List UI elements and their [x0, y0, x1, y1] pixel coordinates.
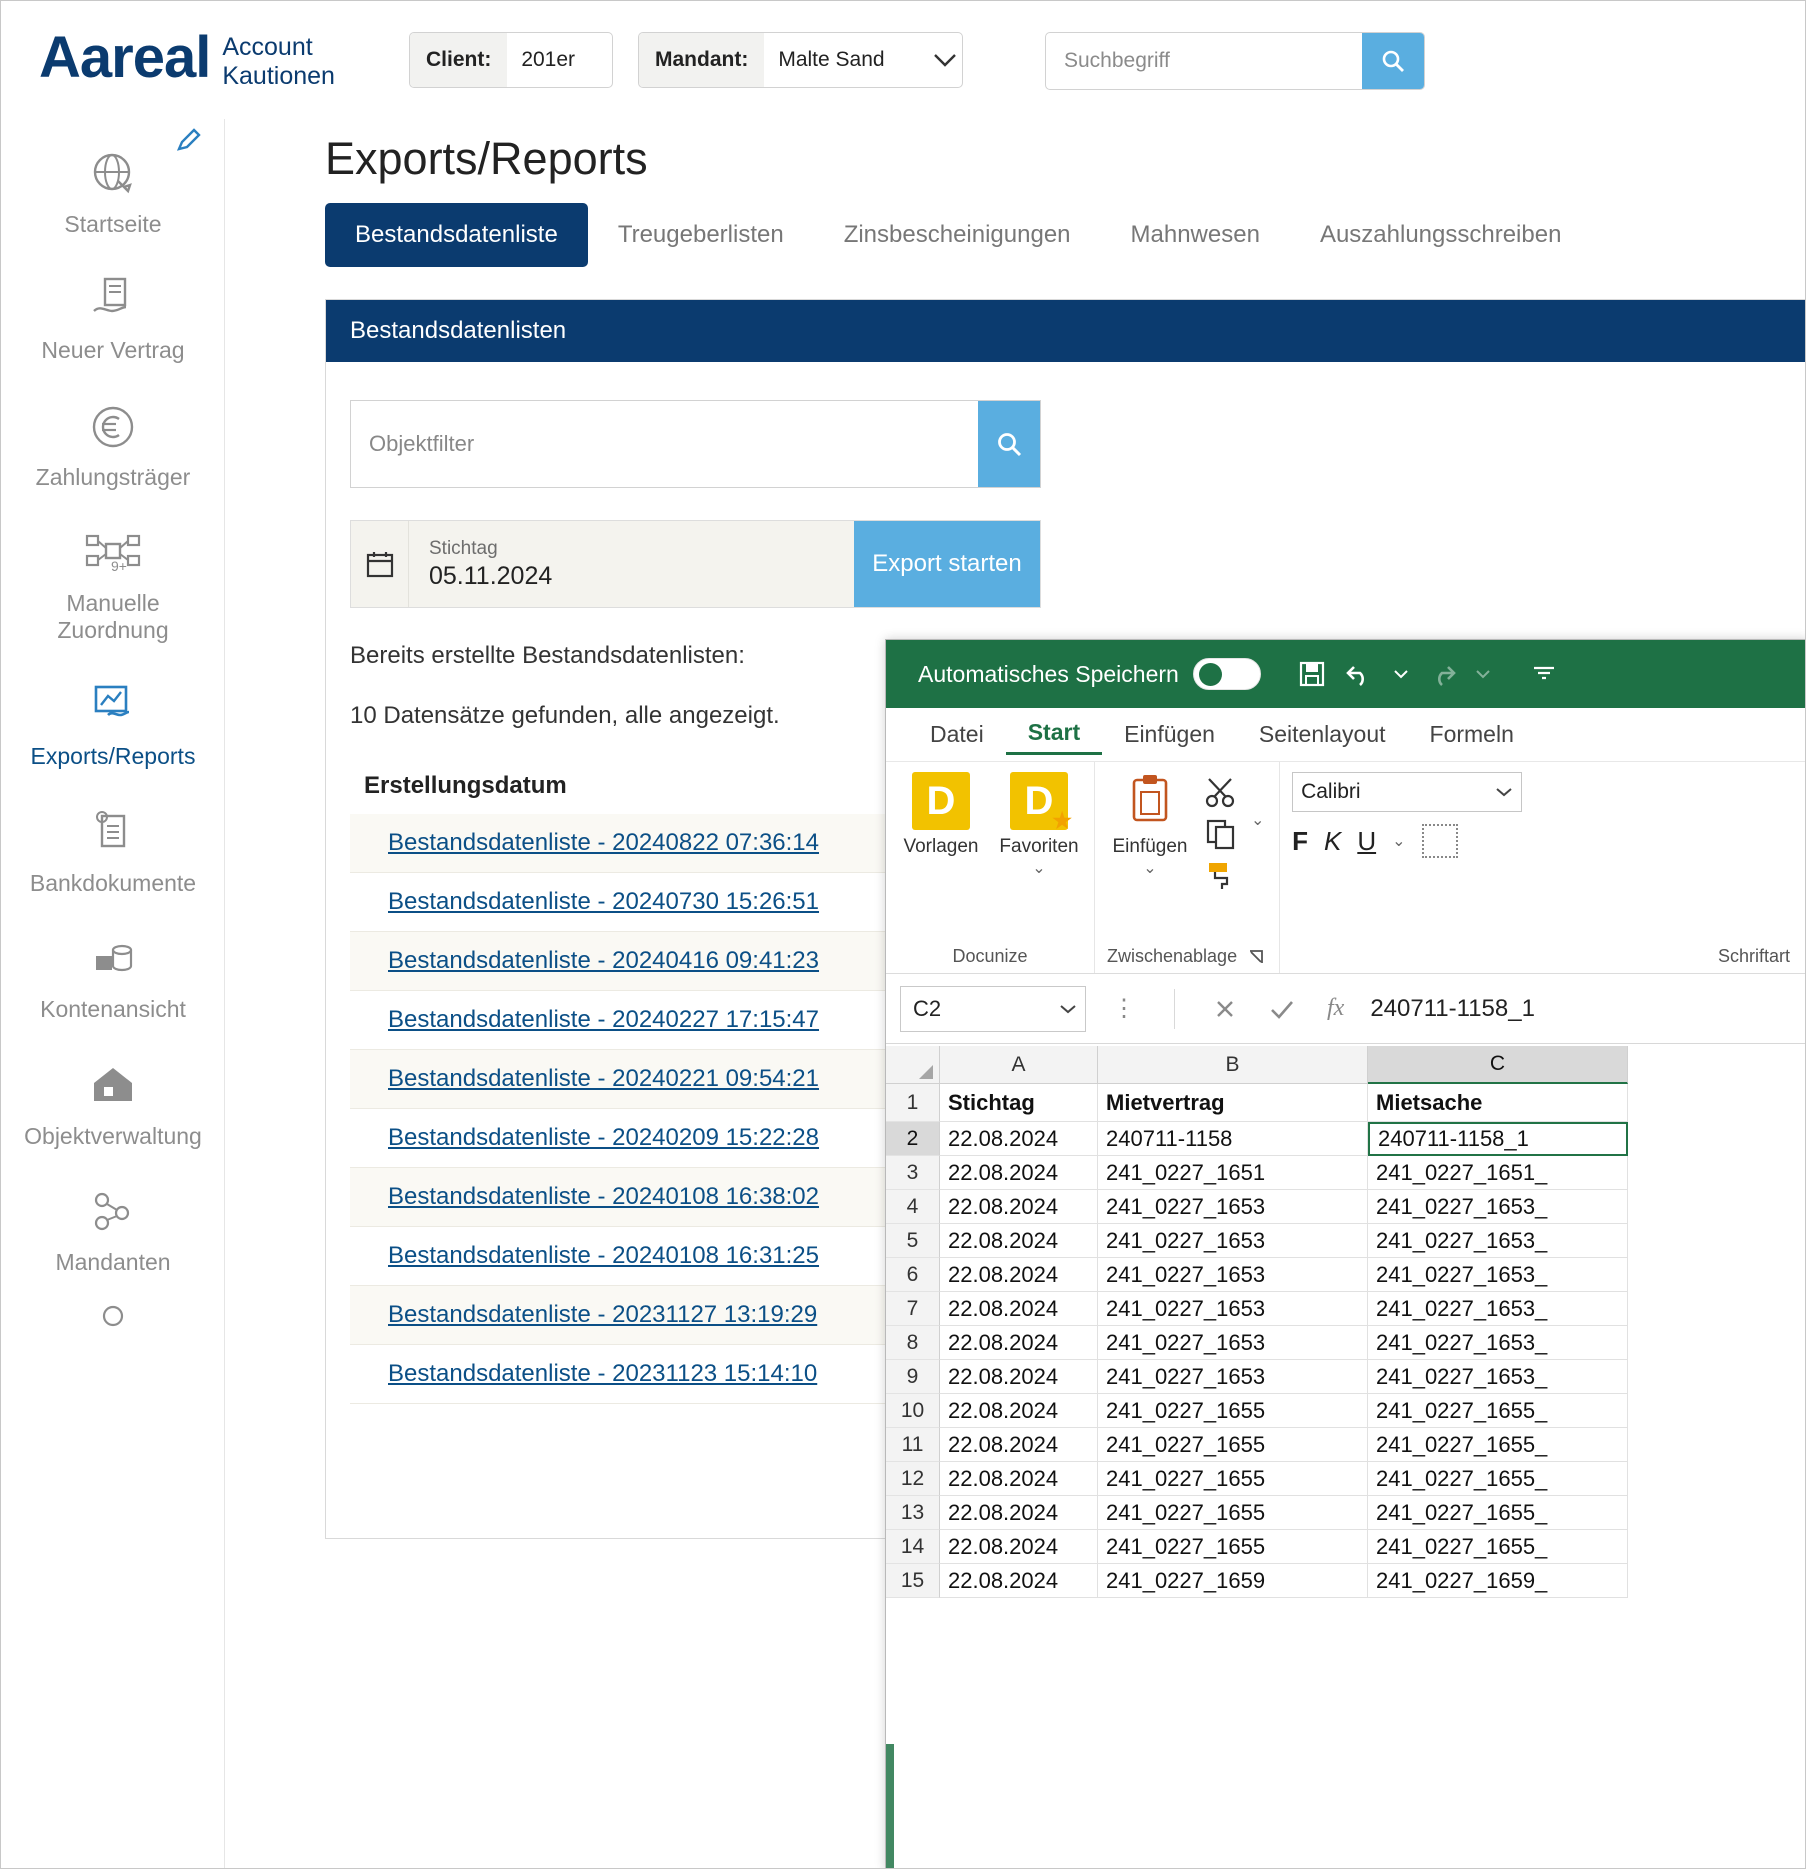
search-icon — [995, 430, 1023, 458]
logo-subtitle — [222, 33, 335, 91]
cell-c7[interactable]: 241_0227_1653_ — [1368, 1292, 1628, 1326]
fx-icon[interactable]: fx — [1327, 995, 1345, 1021]
cell-a1[interactable]: Stichtag — [940, 1084, 1098, 1122]
stichtag-row — [350, 520, 1041, 608]
chevron-down-icon[interactable]: ⌄ — [1251, 812, 1265, 829]
font-name-value: Calibri — [1301, 780, 1361, 803]
vorlagen-label: Vorlagen — [903, 836, 979, 857]
client-label: Client: — [410, 33, 507, 87]
ribbon-group-zwischenablage — [1095, 762, 1280, 973]
grid-row — [886, 1428, 1806, 1462]
borders-icon[interactable] — [1422, 824, 1458, 858]
column-header-a[interactable]: A — [940, 1046, 1098, 1084]
ribbon-group-caption-docunize: Docunize — [952, 946, 1028, 966]
sidebar-label-startseite: Startseite — [64, 211, 162, 237]
list-item-link[interactable]: Bestandsdatenliste - 20240108 16:38:02 — [388, 1183, 820, 1210]
chevron-down-icon[interactable] — [1059, 1003, 1077, 1015]
cell-c8[interactable]: 241_0227_1653_ — [1368, 1326, 1628, 1360]
list-item-link[interactable]: Bestandsdatenliste - 20240209 15:22:28 — [388, 1124, 820, 1151]
sidebar-label-neuer-vertrag: Neuer Vertrag — [41, 337, 185, 364]
logo-subtitle-line2: Kautionen — [222, 61, 335, 90]
cell-b14[interactable]: 241_0227_1655 — [1098, 1530, 1368, 1564]
page-title: Exports/Reports — [325, 133, 648, 184]
grid-row — [886, 1564, 1806, 1598]
cell-b12[interactable]: 241_0227_1655 — [1098, 1462, 1368, 1496]
mandant-value: Malte Sand — [778, 48, 885, 71]
cell-a8[interactable]: 22.08.2024 — [940, 1326, 1098, 1360]
chevron-down-icon[interactable] — [1475, 668, 1491, 680]
app-header — [1, 1, 1806, 119]
row-header[interactable]: 14 — [886, 1530, 940, 1564]
einfuegen-label: Einfügen — [1112, 836, 1188, 857]
cell-c10[interactable]: 241_0227_1655_ — [1368, 1394, 1628, 1428]
nodes-icon — [82, 524, 144, 582]
autosave-label: Automatisches Speichern — [918, 660, 1179, 687]
cell-b13[interactable]: 241_0227_1655 — [1098, 1496, 1368, 1530]
cell-a2[interactable]: 22.08.2024 — [940, 1122, 1098, 1156]
list-item-link[interactable]: Bestandsdatenliste - 20231123 15:14:10 — [388, 1360, 818, 1387]
client-selector[interactable] — [409, 32, 613, 88]
underline-button[interactable]: U — [1357, 825, 1377, 856]
formula-bar-icons — [1112, 989, 1344, 1029]
sidebar-more-icon[interactable] — [1, 1305, 224, 1327]
ribbon-group-schriftart — [1280, 762, 1806, 973]
docunize-template-icon: D — [912, 772, 970, 830]
chart-hand-icon — [82, 677, 144, 735]
cell-c3[interactable]: 241_0227_1651_ — [1368, 1156, 1628, 1190]
favoriten-button[interactable] — [996, 772, 1082, 878]
tab-treugeberlisten[interactable]: Treugeberlisten — [617, 221, 784, 248]
stichtag-label: Stichtag — [429, 537, 498, 559]
calendar-icon[interactable] — [351, 521, 409, 607]
cell-b5[interactable]: 241_0227_1653 — [1098, 1224, 1368, 1258]
column-header-b[interactable]: B — [1098, 1046, 1368, 1084]
list-column-header: Erstellungsdatum — [364, 772, 567, 799]
cell-c1[interactable]: Mietsache — [1368, 1084, 1628, 1122]
sidebar-item-bankdokumente[interactable] — [1, 778, 225, 904]
chevron-down-icon[interactable] — [1495, 786, 1513, 798]
list-item-link[interactable]: Bestandsdatenliste - 20240416 09:41:23 — [388, 947, 820, 974]
mandant-label: Mandant: — [639, 33, 764, 87]
grid-row — [886, 1258, 1806, 1292]
logo-wordmark: Aareal — [39, 25, 211, 90]
grid-row — [886, 1530, 1806, 1564]
redo-icon[interactable] — [1427, 661, 1457, 687]
ribbon-group-caption-schriftart: Schriftart — [1717, 946, 1790, 966]
list-item-link[interactable]: Bestandsdatenliste - 20240108 16:31:25 — [388, 1242, 820, 1269]
cell-a9[interactable]: 22.08.2024 — [940, 1360, 1098, 1394]
row-header[interactable]: 15 — [886, 1564, 940, 1598]
search-input[interactable] — [1046, 33, 1362, 89]
customize-toolbar-icon[interactable] — [1531, 665, 1557, 683]
row-header[interactable]: 1 — [886, 1084, 940, 1122]
cell-c14[interactable]: 241_0227_1655_ — [1368, 1530, 1628, 1564]
bold-button[interactable]: F — [1292, 825, 1308, 856]
cell-b7[interactable]: 241_0227_1653 — [1098, 1292, 1368, 1326]
stichtag-value: 05.11.2024 — [429, 561, 553, 590]
confirm-icon[interactable] — [1269, 997, 1295, 1021]
cell-a7[interactable]: 22.08.2024 — [940, 1292, 1098, 1326]
documents-gear-icon — [82, 804, 144, 862]
sidebar-item-objektverwaltung[interactable] — [1, 1031, 225, 1157]
cell-a15[interactable]: 22.08.2024 — [940, 1564, 1098, 1598]
autosave-toggle[interactable] — [1193, 658, 1261, 690]
house-icon — [82, 1057, 144, 1115]
column-header-c[interactable]: C — [1368, 1046, 1628, 1084]
excel-formula-bar — [886, 974, 1806, 1044]
cell-a6[interactable]: 22.08.2024 — [940, 1258, 1098, 1292]
copy-icon[interactable] — [1205, 818, 1239, 850]
chevron-down-icon[interactable]: ⌄ — [1392, 833, 1406, 850]
search-button[interactable] — [1362, 33, 1424, 89]
sidebar-label-bankdokumente: Bankdokumente — [29, 869, 197, 896]
italic-button[interactable]: K — [1323, 825, 1342, 856]
row-header[interactable]: 12 — [886, 1462, 940, 1496]
cell-a10[interactable]: 22.08.2024 — [940, 1394, 1098, 1428]
grid-row — [886, 1462, 1806, 1496]
sidebar-label-manuelle-zuordnung: Manuelle Zuordnung — [57, 590, 169, 643]
quick-access-toolbar — [1297, 659, 1557, 689]
dialog-launcher-icon[interactable] — [1247, 948, 1267, 968]
cell-b6[interactable]: 241_0227_1653 — [1098, 1258, 1368, 1292]
cell-c13[interactable]: 241_0227_1655_ — [1368, 1496, 1628, 1530]
excel-grid — [886, 1046, 1806, 1869]
sidebar-label-kontenansicht: Kontenansicht — [40, 996, 186, 1023]
cell-c4[interactable]: 241_0227_1653_ — [1368, 1190, 1628, 1224]
cancel-icon[interactable] — [1213, 997, 1237, 1021]
more-options-icon[interactable]: ⋮ — [1112, 995, 1136, 1022]
logo-subtitle-line1: Account — [222, 33, 313, 61]
tab-auszahlungsschreiben[interactable]: Auszahlungsschreiben — [1319, 221, 1562, 248]
cell-c12[interactable]: 241_0227_1655_ — [1368, 1462, 1628, 1496]
cell-c2[interactable]: 240711-1158_1 — [1368, 1122, 1628, 1156]
list-item-link[interactable]: Bestandsdatenliste - 20240227 17:15:47 — [388, 1006, 820, 1033]
cut-scissors-icon[interactable] — [1205, 776, 1239, 808]
globe-icon — [82, 145, 144, 203]
cell-b8[interactable]: 241_0227_1653 — [1098, 1326, 1368, 1360]
sidebar-item-startseite[interactable] — [1, 119, 225, 245]
cell-b11[interactable]: 241_0227_1655 — [1098, 1428, 1368, 1462]
sidebar-item-manuelle-zuordnung[interactable] — [1, 498, 225, 651]
chevron-down-icon[interactable]: ⌄ — [1032, 860, 1046, 877]
vorlagen-button[interactable] — [898, 772, 984, 858]
docunize-favorite-icon: D ★ — [1010, 772, 1068, 830]
select-all-corner[interactable] — [886, 1046, 940, 1084]
cell-a13[interactable]: 22.08.2024 — [940, 1496, 1098, 1530]
font-name-select[interactable] — [1292, 772, 1522, 812]
sidebar-label-mandanten: Mandanten — [55, 1248, 171, 1275]
sidebar-navigation — [1, 119, 225, 1869]
users-network-icon — [82, 1183, 144, 1241]
row-header[interactable]: 8 — [886, 1326, 940, 1360]
excel-menubar — [886, 708, 1806, 762]
cell-c6[interactable]: 241_0227_1653_ — [1368, 1258, 1628, 1292]
undo-icon[interactable] — [1345, 661, 1375, 687]
existing-lists-note: Bereits erstellte Bestandsdatenlisten: — [350, 642, 745, 669]
grid-row — [886, 1084, 1806, 1122]
chevron-down-icon[interactable]: ⌄ — [1143, 860, 1157, 877]
chevron-down-icon[interactable] — [928, 52, 962, 68]
cell-b9[interactable]: 241_0227_1653 — [1098, 1360, 1368, 1394]
cell-b3[interactable]: 241_0227_1651 — [1098, 1156, 1368, 1190]
grid-row — [886, 1292, 1806, 1326]
excel-titlebar — [886, 640, 1806, 708]
grid-row — [886, 1394, 1806, 1428]
cell-a4[interactable]: 22.08.2024 — [940, 1190, 1098, 1224]
tab-zinsbescheinigungen[interactable]: Zinsbescheinigungen — [843, 221, 1071, 248]
objektfilter-input[interactable] — [351, 401, 978, 487]
favoriten-label: Favoriten — [999, 836, 1079, 857]
cell-c5[interactable]: 241_0227_1653_ — [1368, 1224, 1628, 1258]
tab-bar — [325, 203, 1591, 267]
cell-b4[interactable]: 241_0227_1653 — [1098, 1190, 1368, 1224]
cell-b1[interactable]: Mietvertrag — [1098, 1084, 1368, 1122]
grid-row — [886, 1326, 1806, 1360]
grid-row — [886, 1190, 1806, 1224]
grid-row — [886, 1156, 1806, 1190]
cell-a3[interactable]: 22.08.2024 — [940, 1156, 1098, 1190]
panel-title: Bestandsdatenlisten — [326, 300, 1806, 362]
row-header[interactable]: 11 — [886, 1428, 940, 1462]
excel-ribbon — [886, 762, 1806, 974]
row-header[interactable]: 4 — [886, 1190, 940, 1224]
cell-a5[interactable]: 22.08.2024 — [940, 1224, 1098, 1258]
menu-seitenlayout[interactable]: Seitenlayout — [1258, 721, 1386, 747]
excel-selection-bar — [886, 1744, 894, 1869]
objektfilter-search-button[interactable] — [978, 401, 1040, 487]
save-icon[interactable] — [1297, 659, 1327, 689]
cell-c15[interactable]: 241_0227_1659_ — [1368, 1564, 1628, 1598]
svg-text:9+: 9+ — [111, 558, 127, 575]
export-start-button[interactable]: Export starten — [854, 521, 1040, 607]
formula-input[interactable]: 240711-1158_1 — [1370, 994, 1535, 1022]
chevron-down-icon[interactable] — [1393, 668, 1409, 680]
grid-row — [886, 1122, 1806, 1156]
cell-b10[interactable]: 241_0227_1655 — [1098, 1394, 1368, 1428]
row-header[interactable]: 3 — [886, 1156, 940, 1190]
row-header[interactable]: 9 — [886, 1360, 940, 1394]
row-header[interactable]: 7 — [886, 1292, 940, 1326]
mandant-dropdown[interactable] — [638, 32, 963, 88]
app-logo — [39, 25, 335, 91]
list-item-link[interactable]: Bestandsdatenliste - 20240730 15:26:51 — [388, 888, 820, 915]
hand-document-icon — [82, 271, 144, 329]
objektfilter-row — [350, 400, 1041, 488]
grid-row — [886, 1496, 1806, 1530]
sidebar-item-kontenansicht[interactable] — [1, 904, 225, 1030]
record-count-note: 10 Datensätze gefunden, alle angezeigt. — [350, 702, 780, 729]
excel-window — [885, 639, 1806, 1869]
ribbon-group-docunize — [886, 762, 1095, 973]
list-item-link[interactable]: Bestandsdatenliste - 20240221 09:54:21 — [388, 1065, 820, 1092]
sidebar-item-zahlungstraeger[interactable] — [1, 372, 225, 498]
global-search[interactable] — [1045, 32, 1425, 90]
name-box[interactable] — [900, 986, 1086, 1032]
row-header[interactable]: 2 — [886, 1122, 940, 1156]
grid-row — [886, 1360, 1806, 1394]
row-header[interactable]: 5 — [886, 1224, 940, 1258]
grid-column-header-row — [886, 1046, 1806, 1084]
ribbon-group-caption-zwischenablage: Zwischenablage — [1107, 946, 1238, 966]
menu-start[interactable]: Start — [1006, 715, 1102, 755]
row-header[interactable]: 6 — [886, 1258, 940, 1292]
cell-c9[interactable]: 241_0227_1653_ — [1368, 1360, 1628, 1394]
euro-circle-icon — [82, 398, 144, 456]
cell-b15[interactable]: 241_0227_1659 — [1098, 1564, 1368, 1598]
name-box-value: C2 — [913, 995, 942, 1021]
sidebar-label-exports-reports: Exports/Reports — [30, 743, 196, 770]
cell-a12[interactable]: 22.08.2024 — [940, 1462, 1098, 1496]
list-item-link[interactable]: Bestandsdatenliste - 20231127 13:19:29 — [388, 1301, 818, 1328]
paste-icon — [1122, 772, 1178, 830]
row-header[interactable]: 10 — [886, 1394, 940, 1428]
tab-mahnwesen[interactable]: Mahnwesen — [1130, 221, 1260, 248]
client-value: 201er — [521, 48, 576, 71]
format-painter-icon[interactable] — [1205, 860, 1239, 890]
sidebar-label-zahlungstraeger: Zahlungsträger — [35, 463, 191, 490]
sidebar-item-mandanten[interactable] — [1, 1157, 225, 1283]
search-icon — [1380, 48, 1406, 74]
einfuegen-button[interactable] — [1107, 772, 1193, 878]
sidebar-item-neuer-vertrag[interactable] — [1, 245, 225, 371]
menu-einfuegen[interactable]: Einfügen — [1124, 721, 1215, 747]
row-header[interactable]: 13 — [886, 1496, 940, 1530]
menu-formeln[interactable]: Formeln — [1429, 721, 1514, 747]
coins-icon — [82, 930, 144, 988]
cell-a11[interactable]: 22.08.2024 — [940, 1428, 1098, 1462]
pencil-icon[interactable] — [176, 127, 202, 153]
cell-c11[interactable]: 241_0227_1655_ — [1368, 1428, 1628, 1462]
stichtag-field[interactable] — [409, 521, 854, 607]
cell-a14[interactable]: 22.08.2024 — [940, 1530, 1098, 1564]
cell-b2[interactable]: 240711-1158 — [1098, 1122, 1368, 1156]
tab-bestandsdatenliste[interactable]: Bestandsdatenliste — [325, 203, 588, 267]
sidebar-label-objektverwaltung: Objektverwaltung — [24, 1122, 202, 1149]
list-item-link[interactable]: Bestandsdatenliste - 20240822 07:36:14 — [388, 829, 820, 856]
menu-datei[interactable]: Datei — [930, 721, 984, 747]
sidebar-item-exports-reports[interactable] — [1, 651, 225, 777]
grid-row — [886, 1224, 1806, 1258]
